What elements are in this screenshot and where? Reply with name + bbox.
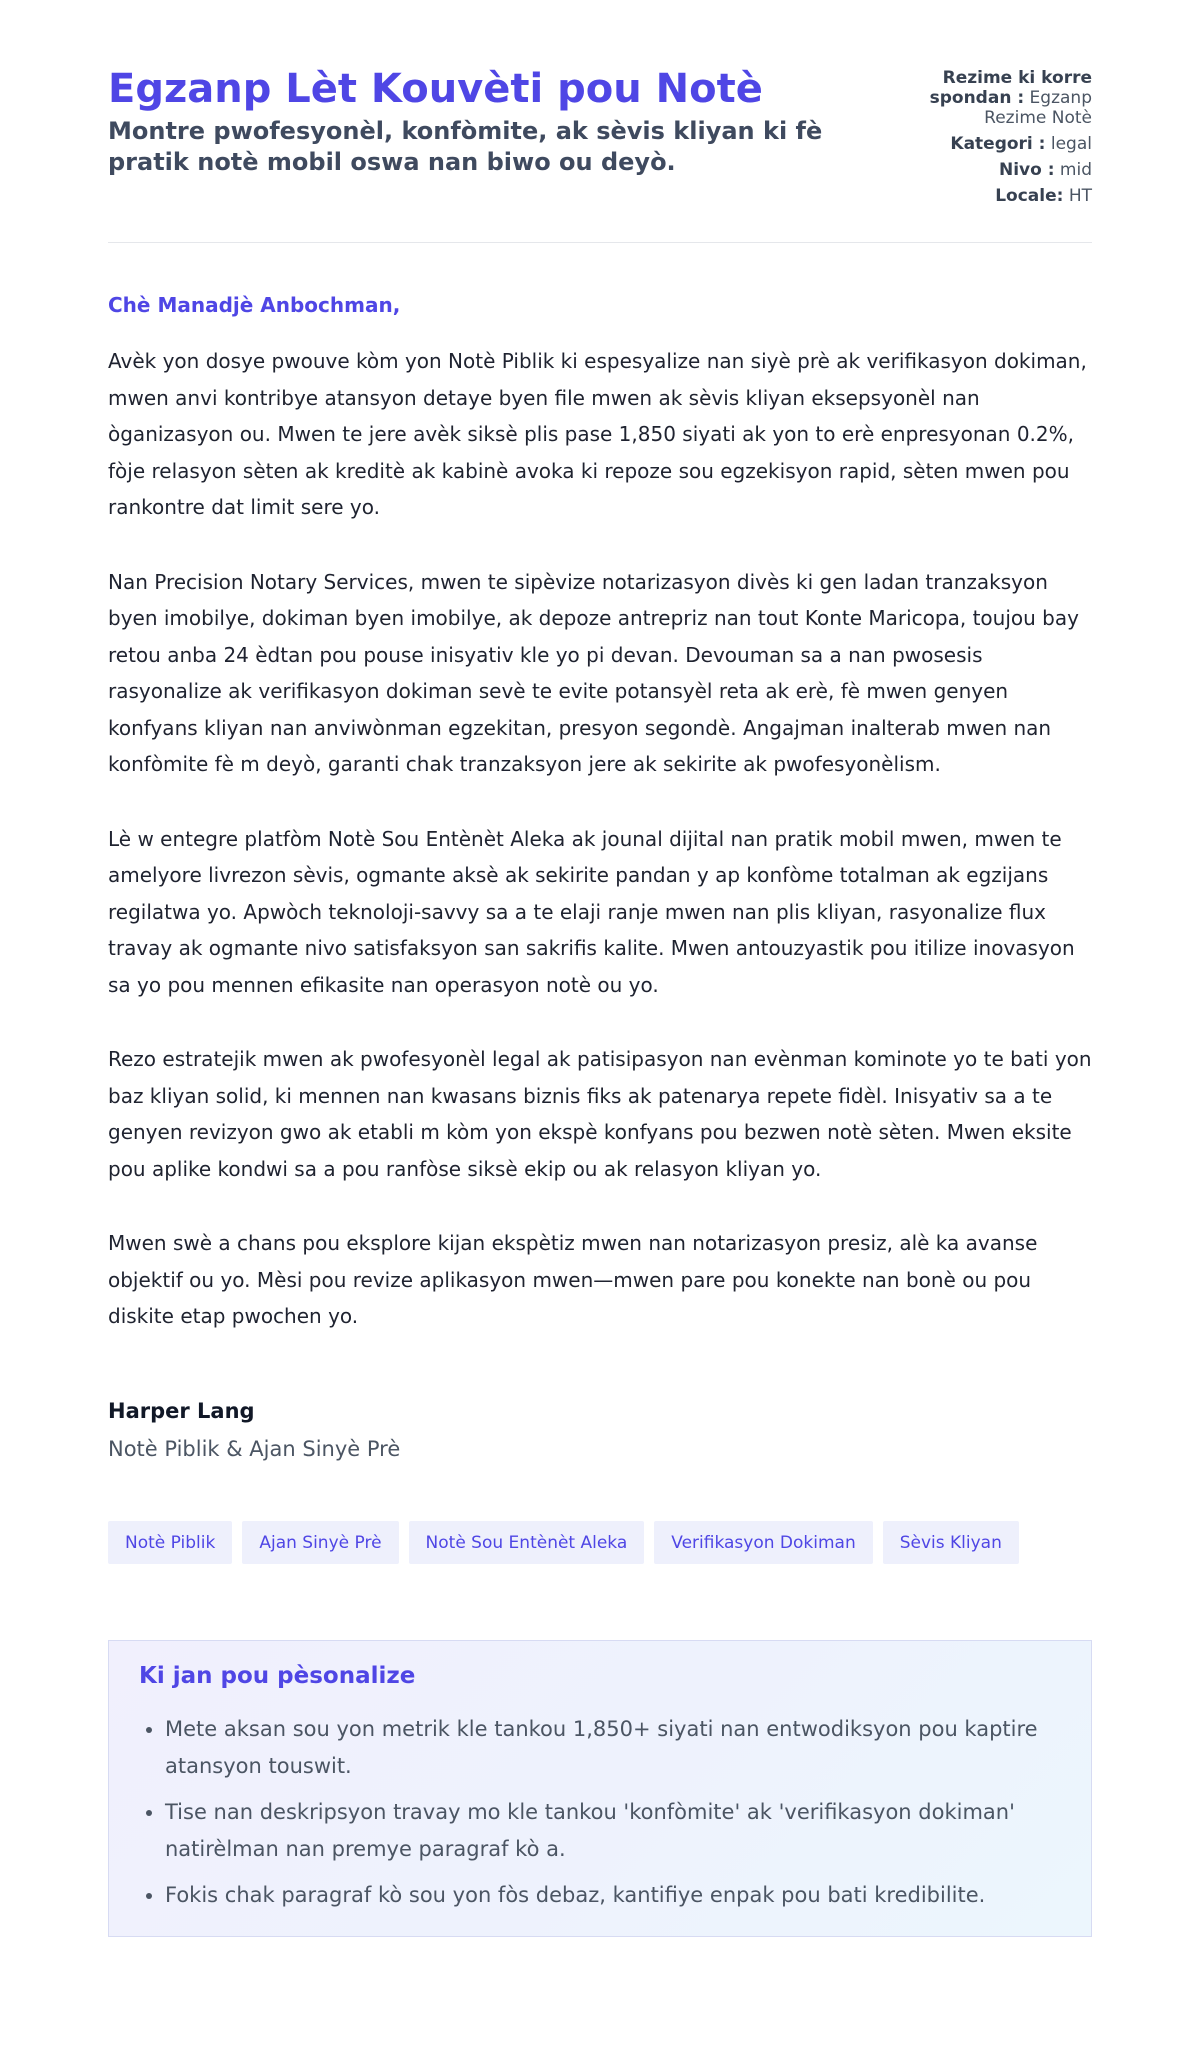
tip-item: • Fokis chak paragraf kò sou yon fòs debaz, kantifiye enpak pou bati kredibilite.: [165, 1877, 1061, 1914]
meta-category: [872, 134, 1092, 154]
meta-panel: [872, 62, 1092, 212]
meta-category-label: Kategori :: [950, 134, 1046, 154]
tag-chip[interactable]: Verifikasyon Dokiman: [654, 1521, 872, 1564]
meta-summary-value[interactable]: Egzanp Rezime Notè: [984, 88, 1092, 128]
letter-paragraph-3: Lè w entegre platfòm Notè Sou Entènèt Aleka ak jounal dijital nan pratik mobil mwen, mwen te amelyore livrezon sèvis, ogmante aksè ak sekirite pandan y ap konfòme totalman ak egzijans regilatwa yo. Apwòch teknoloji-savvy sa a te elaji ranje mwen nan plis kliyan, rasyonalize flux travay ak ogmante nivo satisfaksyon san sakrifis kalite. Mwen antouzyastik pou itilize inovasyon sa yo pou mennen efikasite nan operasyon notè ou yo.: [108, 826, 1075, 997]
tag-chip[interactable]: Notè Piblik: [108, 1521, 232, 1564]
meta-locale-label: Locale:: [995, 186, 1064, 206]
tip-item: • Mete aksan sou yon metrik kle tankou 1,850+ siyati nan entwodiksyon pou kaptire atansyon touswit.: [165, 1711, 1061, 1785]
tag-chip[interactable]: Ajan Sinyè Prè: [242, 1521, 398, 1564]
letter-body: [108, 343, 1092, 1335]
meta-summary: [872, 68, 1092, 128]
letter-paragraph-4: Rezo estratejik mwen ak pwofesyonèl legal ak patisipasyon nan evènman kominote yo te bati yon baz kliyan solid, ki mennen nan kwasans biznis fiks ak patenarya repete fidèl. Inisyativ sa a te genyen revizyon gwo ak etabli m kòm yon ekspè konfyans pou bezwen notè sèten. Mwen eksite pou aplike kondwi sa a pou ranfòse siksè ekip ou ak relasyon kliyan yo.: [108, 1047, 1092, 1181]
meta-category-value: legal: [1050, 134, 1092, 154]
signature-block: [108, 1399, 1092, 1461]
header-divider: [108, 242, 1092, 243]
signature-title: Notè Piblik & Ajan Sinyè Prè: [108, 1436, 401, 1461]
letter-paragraph-1: Avèk yon dosye pwouve kòm yon Notè Piblik ki espesyalize nan siyè prè ak verifikasyon dokiman, mwen anvi kontribye atansyon detaye byen file mwen ak sèvis kliyan eksepsyonèl nan òganizasyon ou. Mwen te jere avèk siksè plis pase 1,850 siyati ak yon to erè enpresyonan 0.2%, fòje relasyon sèten ak kreditè ak kabinè avoka ki repoze sou egzekisyon rapid, sèten mwen pou rankontre dat limit sere yo.: [108, 349, 1087, 519]
meta-summary-label: Rezime ki korre spondan :: [929, 68, 1092, 108]
letter-salutation: Chè Manadjè Anbochman,: [108, 293, 401, 317]
meta-level-label: Nivo :: [998, 160, 1055, 180]
tips-title: Ki jan pou pèsonalize: [139, 1662, 416, 1689]
keyword-tags: [108, 1521, 1092, 1564]
letter-paragraph-5: Mwen swè a chans pou eksplore kijan ekspètiz mwen nan notarizasyon presiz, alè ka avanse objektif ou yo. Mèsi pou revize aplikasyon mwen—mwen pare pou konekte nan bonè ou pou diskite etap pwochen yo.: [108, 1231, 1038, 1328]
meta-level: [872, 160, 1092, 180]
meta-locale-value: HT: [1068, 186, 1092, 206]
meta-level-value: mid: [1059, 160, 1092, 180]
page-subtitle: Montre pwofesyonèl, konfòmite, ak sèvis kliyan ki fè pratik notè mobil oswa nan biwo ou deyò.: [108, 117, 823, 176]
tag-chip[interactable]: Sèvis Kliyan: [883, 1521, 1019, 1564]
tip-item: • Tise nan deskripsyon travay mo kle tankou 'konfòmite' ak 'verifikasyon dokiman' natirèlman nan premye paragraf kò a.: [165, 1794, 1061, 1868]
meta-locale: [872, 186, 1092, 206]
signature-name: Harper Lang: [108, 1398, 255, 1423]
page-title: Egzanp Lèt Kouvèti pou Notè: [108, 66, 763, 112]
letter-paragraph-2: Nan Precision Notary Services, mwen te sipèvize notarizasyon divès ki gen ladan tranzaksyon byen imobilye, dokiman byen imobilye, ak depoze antrepriz nan tout Konte Maricopa, toujou bay retou anba 24 èdtan pou pouse inisyativ kle yo pi devan. Devouman sa a nan pwosesis rasyonalize ak verifikasyon dokiman sevè te evite potansyèl reta ak erè, fè mwen genyen konfyans kliyan nan anviwònman egzekitan, presyon segondè. Angajman inalterab mwen nan konfòmite fè m deyò, garanti chak tranzaksyon jere ak sekirite ak pwofesyonèlism.: [108, 569, 1079, 776]
tag-chip[interactable]: Notè Sou Entènèt Aleka: [409, 1521, 645, 1564]
customization-tips-panel: [108, 1640, 1092, 1937]
tips-list: [139, 1711, 1061, 1914]
title-block: [108, 62, 868, 178]
page-header: [108, 62, 1092, 212]
